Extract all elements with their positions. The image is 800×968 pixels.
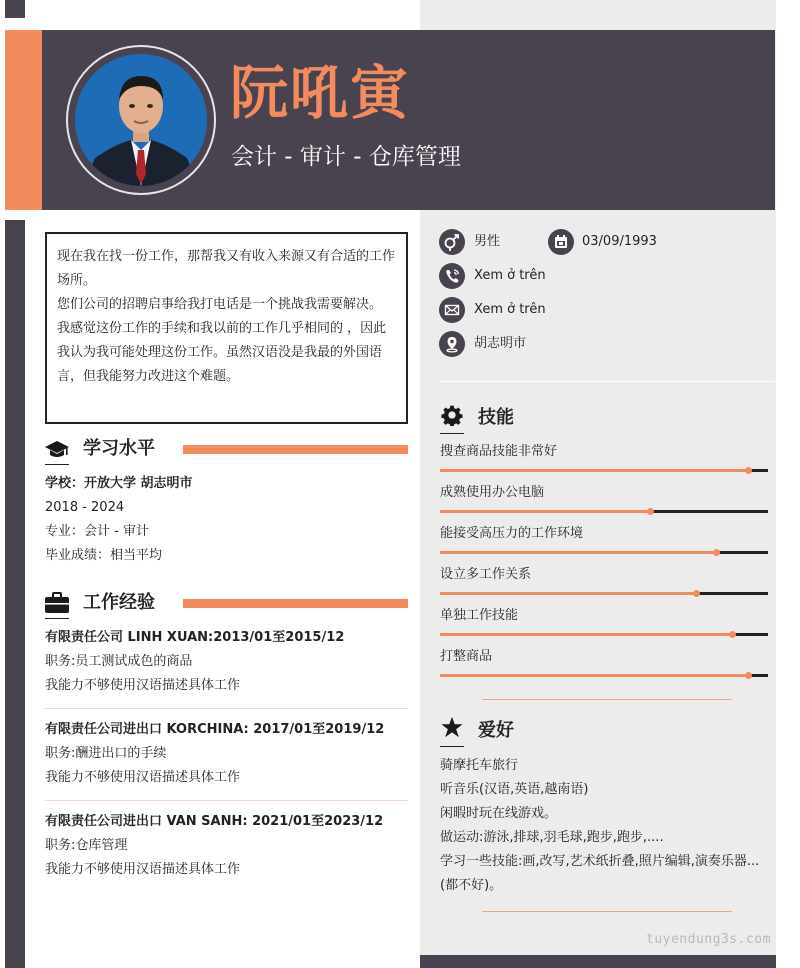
left-strip [5, 220, 25, 968]
star-icon [440, 716, 464, 738]
heading-underline [440, 746, 464, 747]
phone-icon [439, 263, 465, 289]
school-grade: 毕业成绩：相当平均 [45, 548, 163, 563]
heading-underline [440, 433, 464, 434]
heading-accent-bar [183, 599, 408, 608]
profile-photo [75, 54, 207, 186]
education-title: 学习水平 [83, 438, 155, 459]
skills-title: 技能 [478, 407, 514, 428]
hobbies-title: 爱好 [478, 720, 514, 741]
experience-heading [45, 589, 408, 619]
skill-level-fill [440, 592, 696, 595]
job-company: 有限责任公司进出口 KORCHINA: 2017/01至2019/12 [45, 722, 385, 737]
briefcase-icon [45, 592, 69, 614]
location-value: 胡志明市 [474, 336, 527, 351]
job-separator [45, 800, 408, 801]
intro-box [45, 232, 408, 424]
birthday-value: 03/09/1993 [582, 234, 657, 249]
calendar-icon [548, 229, 574, 255]
hobby-item: 闲暇时玩在线游戏。 [440, 806, 558, 821]
job-role: 职务:员工测试成色的商品 [45, 654, 193, 669]
info-divider [440, 381, 775, 382]
skill-label: 成熟使用办公电脑 [440, 485, 545, 500]
skill-level-bar [440, 592, 768, 595]
skill-level-bar [440, 551, 768, 554]
job-description: 我能力不够使用汉语描述具体工作 [45, 678, 241, 693]
heading-underline [45, 464, 69, 465]
candidate-title: 会计 - 审计 - 仓库管理 [231, 144, 461, 170]
hobby-item: 做运动:游泳,排球,羽毛球,跑步,跑步,.... [440, 830, 664, 845]
skill-level-knob [693, 590, 700, 597]
location-pin-icon [439, 331, 465, 357]
skill-level-fill [440, 510, 650, 513]
skill-level-bar [440, 469, 768, 472]
skill-label: 搜查商品技能非常好 [440, 444, 558, 459]
hobby-item: (都不好)。 [440, 878, 503, 893]
education-heading [45, 435, 408, 465]
skill-label: 设立多工作关系 [440, 567, 532, 582]
email-icon [439, 297, 465, 323]
school-name: 学校：开放大学 胡志明市 [45, 476, 193, 491]
intro-paragraph: 我感觉这份工作的手续和我以前的工作几乎相同的 ，因此我认为我可能处理这份工作。虽然汉语没是我最的外国语言，但我能努力改进这个难题。 [57, 321, 387, 384]
site-watermark: tuyendung3s.com [646, 932, 771, 947]
candidate-name: 阮吼寅 [230, 59, 411, 127]
skill-level-fill [440, 674, 748, 677]
skills-heading [440, 402, 760, 434]
gender-value: 男性 [474, 234, 501, 249]
skill-label: 能接受高压力的工作环境 [440, 526, 584, 541]
intro-paragraph: 现在我在找一份工作，那帮我又有收入来源又有合适的工作场所。 [57, 249, 396, 288]
skill-level-fill [440, 469, 748, 472]
skill-level-bar [440, 510, 768, 513]
job-role: 职务:仓库管理 [45, 838, 128, 853]
school-years: 2018 - 2024 [45, 500, 125, 515]
skill-level-fill [440, 551, 716, 554]
skill-label: 打整商品 [440, 649, 493, 664]
skill-level-knob [647, 508, 654, 515]
school-major: 专业：会计 - 审计 [45, 524, 149, 539]
skill-level-knob [713, 549, 720, 556]
job-role: 职务:酬进出口的手续 [45, 746, 167, 761]
job-company: 有限责任公司 LINH XUAN:2013/01至2015/12 [45, 630, 345, 645]
cv-header [5, 30, 775, 210]
skill-level-bar [440, 674, 768, 677]
top-strip [5, 0, 25, 18]
email-value: Xem ở trên [474, 302, 546, 317]
experience-title: 工作经验 [83, 592, 155, 613]
job-description: 我能力不够使用汉语描述具体工作 [45, 862, 241, 877]
job-company: 有限责任公司进出口 VAN SANH: 2021/01至2023/12 [45, 814, 384, 829]
job-separator [45, 708, 408, 709]
gender-icon [439, 229, 465, 255]
hobby-item: 听音乐(汉语,英语,越南语) [440, 782, 589, 797]
phone-value: Xem ở trên [474, 268, 546, 283]
hobby-item: 骑摩托车旅行 [440, 758, 519, 773]
heading-accent-bar [183, 445, 408, 454]
gear-icon [440, 404, 464, 426]
bottom-strip [420, 955, 776, 968]
skill-level-knob [729, 631, 736, 638]
intro-paragraph: 您们公司的招聘启事给我打电话是一个挑战我需要解决。 [57, 297, 383, 312]
profile-photo-frame [66, 45, 216, 195]
skill-level-fill [440, 633, 732, 636]
skill-level-bar [440, 633, 768, 636]
skill-label: 单独工作技能 [440, 608, 519, 623]
job-description: 我能力不够使用汉语描述具体工作 [45, 770, 241, 785]
graduation-cap-icon [45, 438, 69, 460]
header-accent-bar [5, 30, 42, 210]
skills-separator [482, 699, 732, 700]
hobby-item: 学习一些技能:画,改写,艺术纸折叠,照片编辑,演奏乐器... [440, 854, 760, 869]
heading-underline [45, 618, 69, 619]
hobbies-heading [440, 715, 760, 747]
hobbies-separator [482, 911, 732, 912]
